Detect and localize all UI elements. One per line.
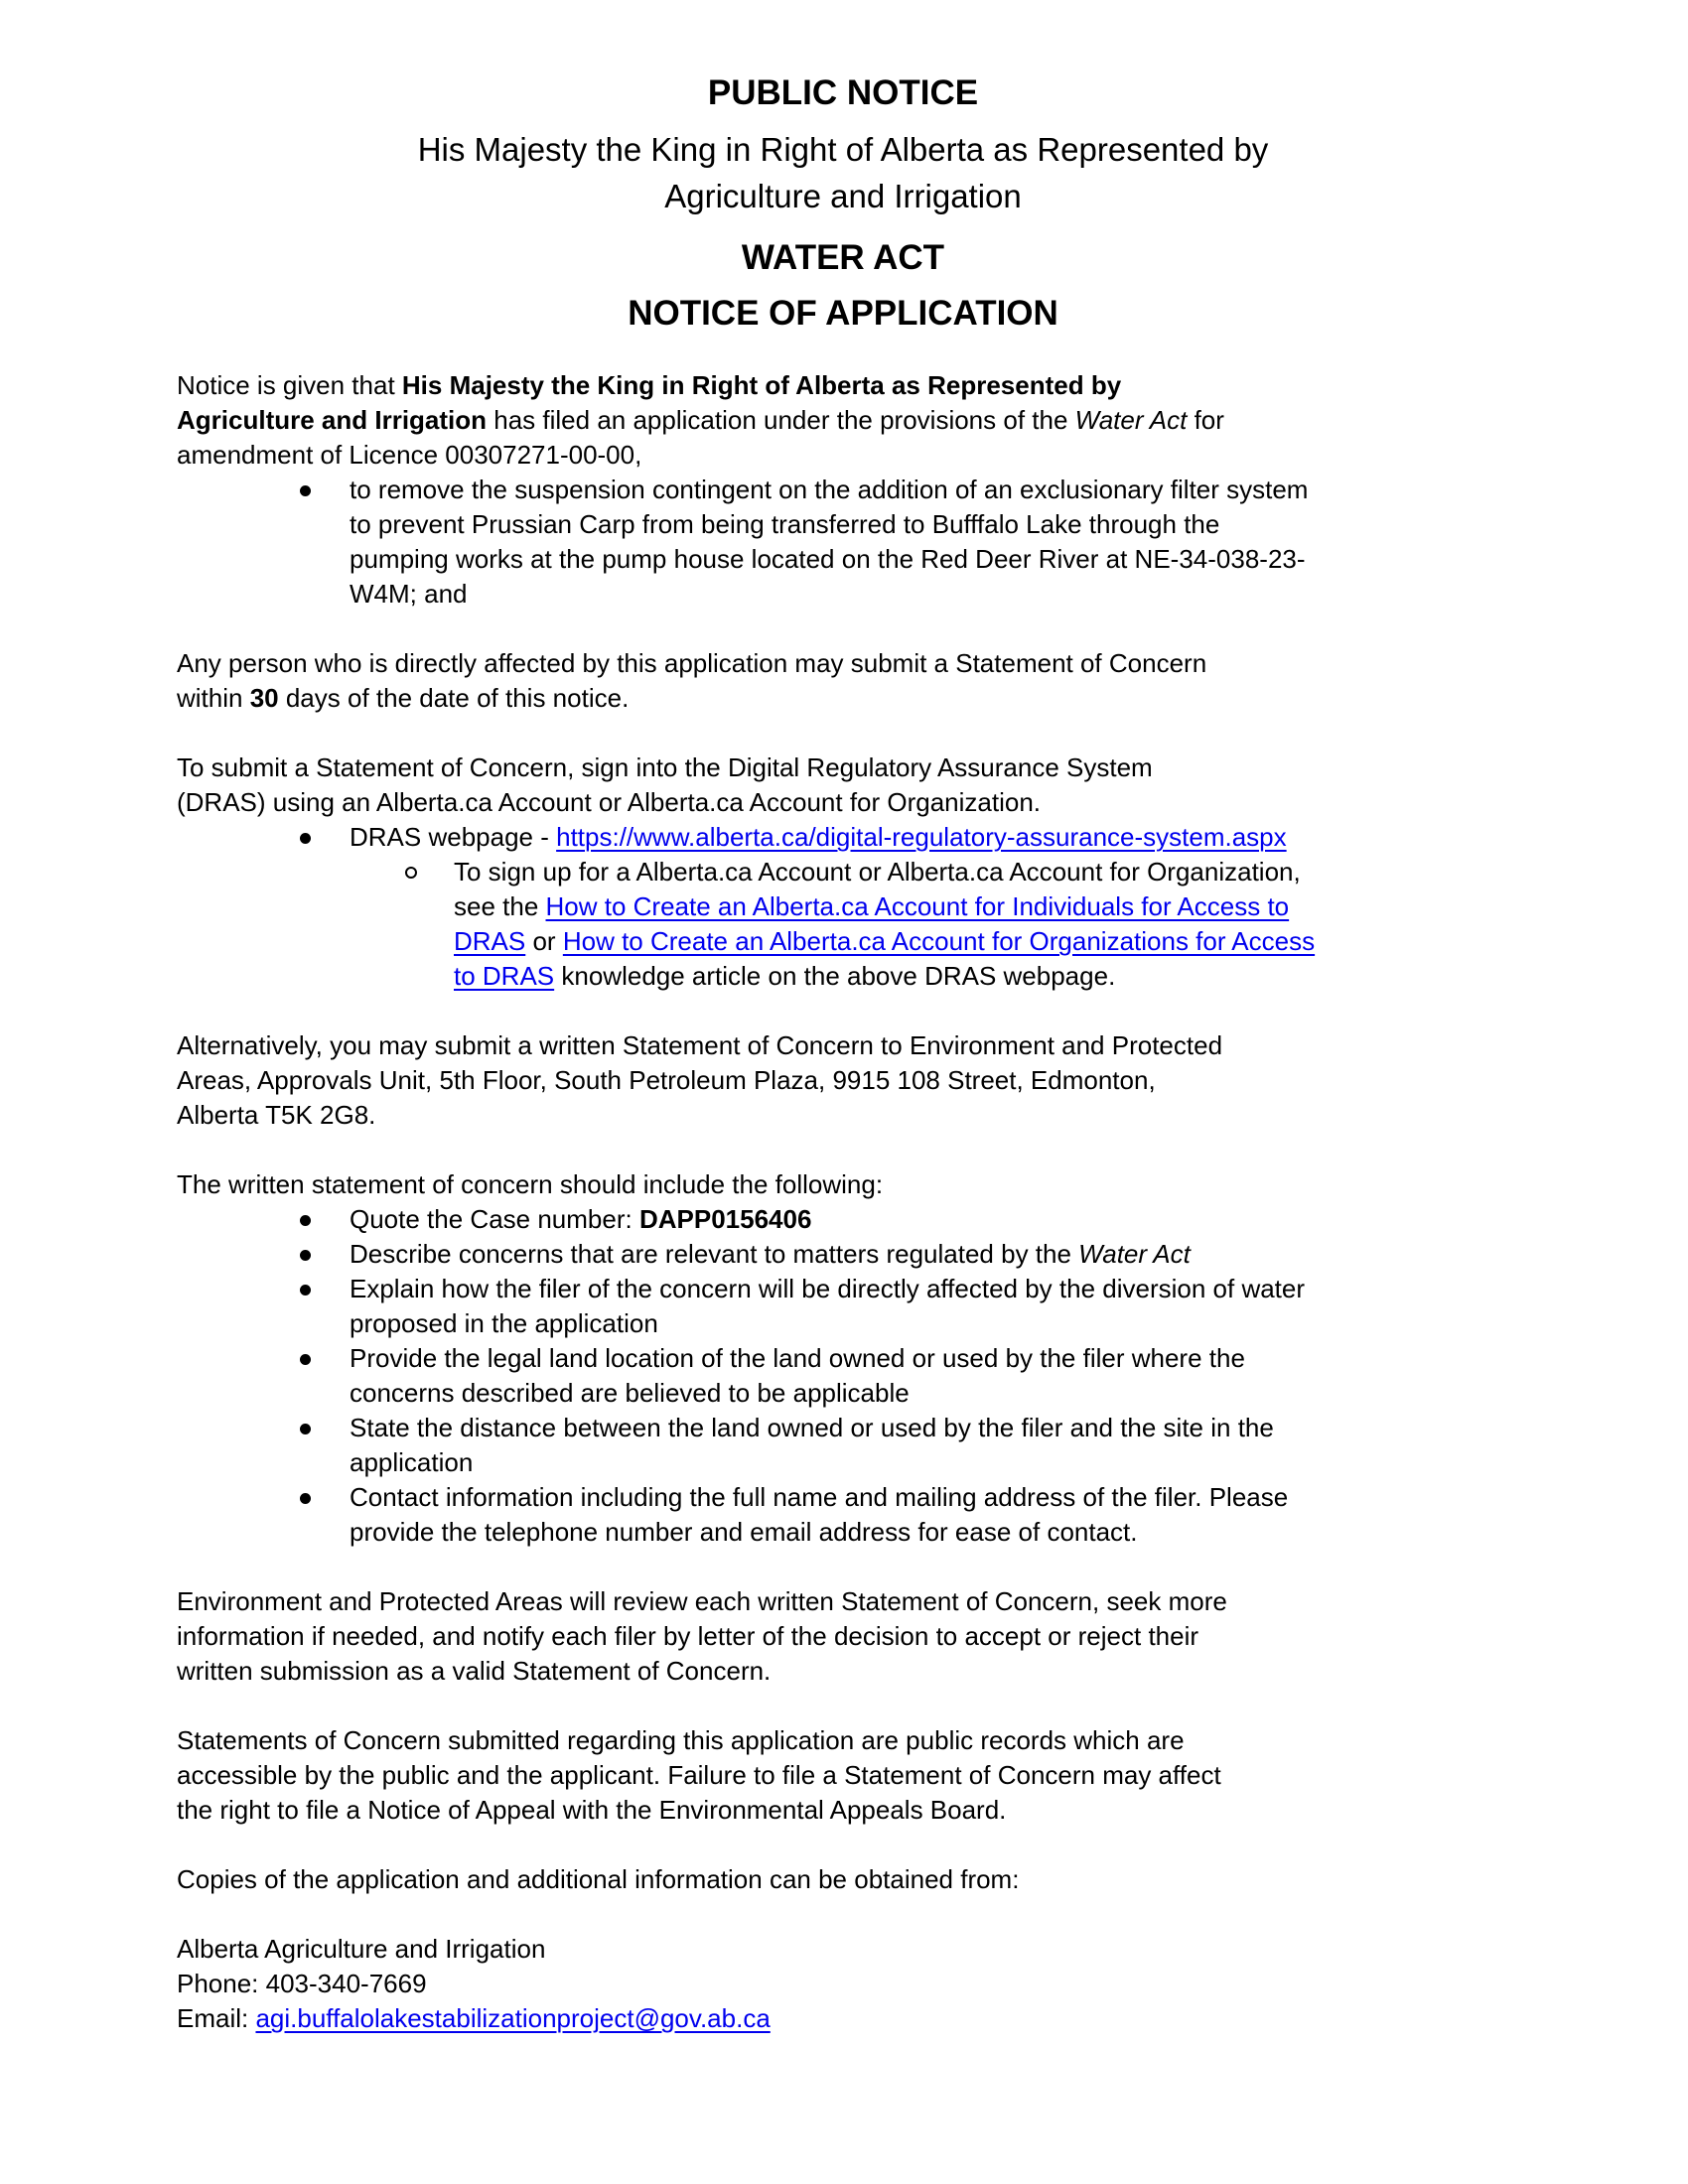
applicant-heading-line2: Agriculture and Irrigation — [664, 178, 1022, 214]
list-item-describe: Describe concerns that are relevant to matters regulated by the Water Act — [177, 1237, 1599, 1272]
amendment-bullet-list — [177, 473, 1599, 612]
water-act-heading: WATER ACT — [741, 238, 945, 277]
contact-org: Alberta Agriculture and Irrigation — [177, 1934, 546, 1964]
circle-bullet-icon — [405, 855, 454, 879]
contact-phone — [177, 1967, 1599, 2001]
written-alternative-paragraph: Alternatively, you may submit a written Statement of Concern to Environment and Protected Areas, Approvals Unit, 5th Floor, South Petroleum Plaza, 9915 108 Street, Edmonton, Alberta T5K 2G8. — [177, 1030, 1223, 1130]
water-act-italic-1: Water Act — [1074, 405, 1188, 435]
intro-paragraph — [177, 368, 1599, 473]
individuals-article-link[interactable]: How to Create an Alberta.ca Account for Individuals for Access to — [545, 891, 1290, 921]
document-body — [177, 368, 1599, 2036]
amendment-bullet-text: to remove the suspension contingent on the addition of an exclusionary filter system to prevent Prussian Carp from being transferred to Bufffalo Lake through the pumping works at the pump house located on the Red Deer River at NE-34-038-23- W4M; and — [350, 475, 1309, 609]
bullet-icon — [300, 473, 350, 496]
phone-label: Phone: — [177, 1969, 266, 1998]
organizations-article-link[interactable]: How to Create an Alberta.ca Account for Organizations for Access — [562, 926, 1316, 956]
dras-webpage-label: DRAS webpage - — [350, 822, 557, 852]
public-records-paragraph: Statements of Concern submitted regarding this application are public records which are accessible by the public and the applicant. Failure to file a Statement of Concern may affect the right to file a Notice of Appeal with the Environmental Appeals Board. — [177, 1725, 1221, 1825]
case-number-bold: DAPP0156406 — [638, 1204, 812, 1234]
list-item-contact-info: Contact information including the full name and mailing address of the filer. Please provide the telephone number and email address for ease of contact. — [177, 1480, 1599, 1550]
copies-paragraph: Copies of the application and additional information can be obtained from: — [177, 1864, 1020, 1894]
signup-text: To sign up for a Alberta.ca Account or Alberta.ca Account for Organization, see the How to Create an Alberta.ca Account for Individuals for Access to DRAS or How to Create an Alberta.ca Account for Organizations for Access to DRAS knowledge article on the above DRAS webpage. — [454, 857, 1316, 991]
review-paragraph: Environment and Protected Areas will review each written Statement of Concern, seek more information if needed, and notify each filer by letter of the decision to accept or reject their written submission as a valid Statement of Concern. — [177, 1586, 1227, 1686]
water-act-italic-2: Water Act — [1078, 1239, 1191, 1269]
list-item-provide: Provide the legal land location of the land owned or used by the filer where the concerns described are believed to be applicable — [177, 1341, 1599, 1411]
dras-paragraph: To submit a Statement of Concern, sign into the Digital Regulatory Assurance System (DRAS) using an Alberta.ca Account or Alberta.ca Account for Organization. — [177, 752, 1153, 817]
intro-text-1: Notice is given that — [177, 370, 402, 400]
applicant-name-bold-2: Agriculture and Irrigation — [177, 405, 488, 435]
bullet-icon — [300, 820, 350, 844]
applicant-heading — [177, 126, 1509, 219]
list-item-explain: Explain how the filer of the concern will be directly affected by the diversion of water proposed in the application — [177, 1272, 1599, 1341]
list-item-dras-webpage — [177, 820, 1599, 855]
email-link[interactable]: agi.buffalolakestabilizationproject@gov.ab.ca — [255, 2003, 771, 2033]
intro-text-2: has filed an application under the provisions of the — [487, 405, 1075, 435]
bullet-icon — [300, 1237, 350, 1261]
concern-window-paragraph: Any person who is directly affected by this application may submit a Statement of Concern within 30 days of the date of this notice. — [177, 648, 1207, 713]
dras-bullet-list — [177, 820, 1599, 994]
bullet-icon — [300, 1341, 350, 1365]
applicant-name-bold-1: His Majesty the King in Right of Alberta as Represented by — [401, 370, 1122, 400]
bullet-icon — [300, 1480, 350, 1504]
list-item-amendment — [177, 473, 1599, 612]
phone-number: 403-340-7669 — [265, 1969, 427, 1998]
notice-of-application-heading: NOTICE OF APPLICATION — [628, 294, 1058, 333]
page-title: PUBLIC NOTICE — [707, 73, 979, 112]
contact-email — [177, 2001, 1599, 2036]
bullet-icon — [300, 1202, 350, 1226]
requirements-bullet-list — [177, 1202, 1599, 1550]
intro-text-3: for — [1187, 405, 1224, 435]
contact-block — [177, 1932, 1599, 2036]
email-label: Email: — [177, 2003, 256, 2033]
list-item-case-number: Quote the Case number: DAPP0156406 — [177, 1202, 1599, 1237]
organizations-article-link-cont[interactable]: to DRAS — [454, 961, 555, 991]
bullet-icon — [300, 1411, 350, 1434]
requirements-lead: The written statement of concern should include the following: — [177, 1169, 884, 1199]
individuals-article-link-cont[interactable]: DRAS — [454, 926, 526, 956]
list-item-signup — [177, 855, 1599, 994]
licence-line: amendment of Licence 00307271-00-00, — [177, 440, 642, 470]
bullet-icon — [300, 1272, 350, 1296]
list-item-state-distance: State the distance between the land owned or used by the filer and the site in the application — [177, 1411, 1599, 1480]
applicant-heading-line1: His Majesty the King in Right of Alberta as Represented by — [417, 131, 1269, 168]
days-bold: 30 — [249, 683, 279, 713]
dras-webpage-link[interactable]: https://www.alberta.ca/digital-regulatory-assurance-system.aspx — [556, 822, 1287, 852]
